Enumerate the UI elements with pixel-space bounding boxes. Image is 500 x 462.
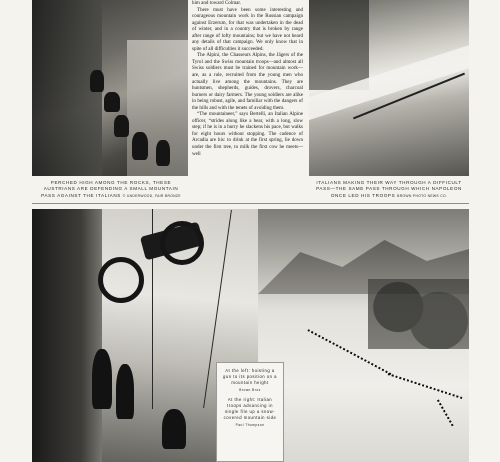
photo-troops-in-snow — [258, 209, 469, 462]
caption-left-credit: Brown Bros — [239, 388, 261, 392]
photo-italians-in-pass — [309, 0, 469, 176]
article-paragraph: “The mountaineer,” says Bertelli, an Italian Alpine officer, “strides along like a bear, with a long, slow step; if he is in a hurry he slackens his pace, but walks for eight hours without stopping. The cadence of Arcadia are his: to drink at the first spring, lie down under the first tree, to milk the first cow he meets—well — [192, 111, 303, 157]
photo-austrians-on-rocks — [32, 0, 188, 176]
caption-left-photo: At the left: hoisting a gun to its position on a mountain height — [223, 368, 277, 385]
article-column — [192, 0, 303, 198]
article-paragraph: There must have been some interesting and courageous mountain work in the Russian campaign against Erzerum, for that was undertaken in the dead of winter, and in a country that is broken by range after range of lofty mountains; but we have not heard any details of that campaign. We only know that in spite of all difficulties it succeeded. — [192, 6, 303, 52]
caption-box — [216, 362, 284, 462]
article-paragraph: The Alpini, the Chasseurs Alpins, the Jägers of the Tyrol and the Swiss mountain troops—and almost all Swiss soldiers must be trained for mountain work—are, as a rule, recruited from the young men who actually live among the mountains. They are huntsmen, shepherds, guides, drovers, charcoal burners or dairy farmers. The young soldiers are alike in being robust, agile, and familiar with the dangers of the hills and with the tenets of avoiding them. — [192, 52, 303, 111]
caption-top-right: ITALIANS MAKING THEIR WAY THROUGH A DIFFICULT PASS—THE SAME PASS THROUGH WHICH NAPOLEON ONCE LED HIS TROOPS BROWN PHOTO NEWS CO. — [316, 180, 462, 198]
caption-right-photo: At the right: Italian troops advancing in single file up a snow-covered mountain side — [223, 397, 277, 420]
caption-right-credit: Paul Thompson — [235, 423, 265, 427]
article-paragraph: him and toward Colmar. — [192, 0, 242, 6]
caption-top-left: PERCHED HIGH AMONG THE ROCKS, THESE AUSTRIANS ARE DEFENDING A SMALL MOUNTAIN PASS AGAINST THE ITALIANS © UNDERWOOD, FAIR BRONZE — [41, 180, 181, 198]
horizontal-rule — [32, 203, 469, 204]
